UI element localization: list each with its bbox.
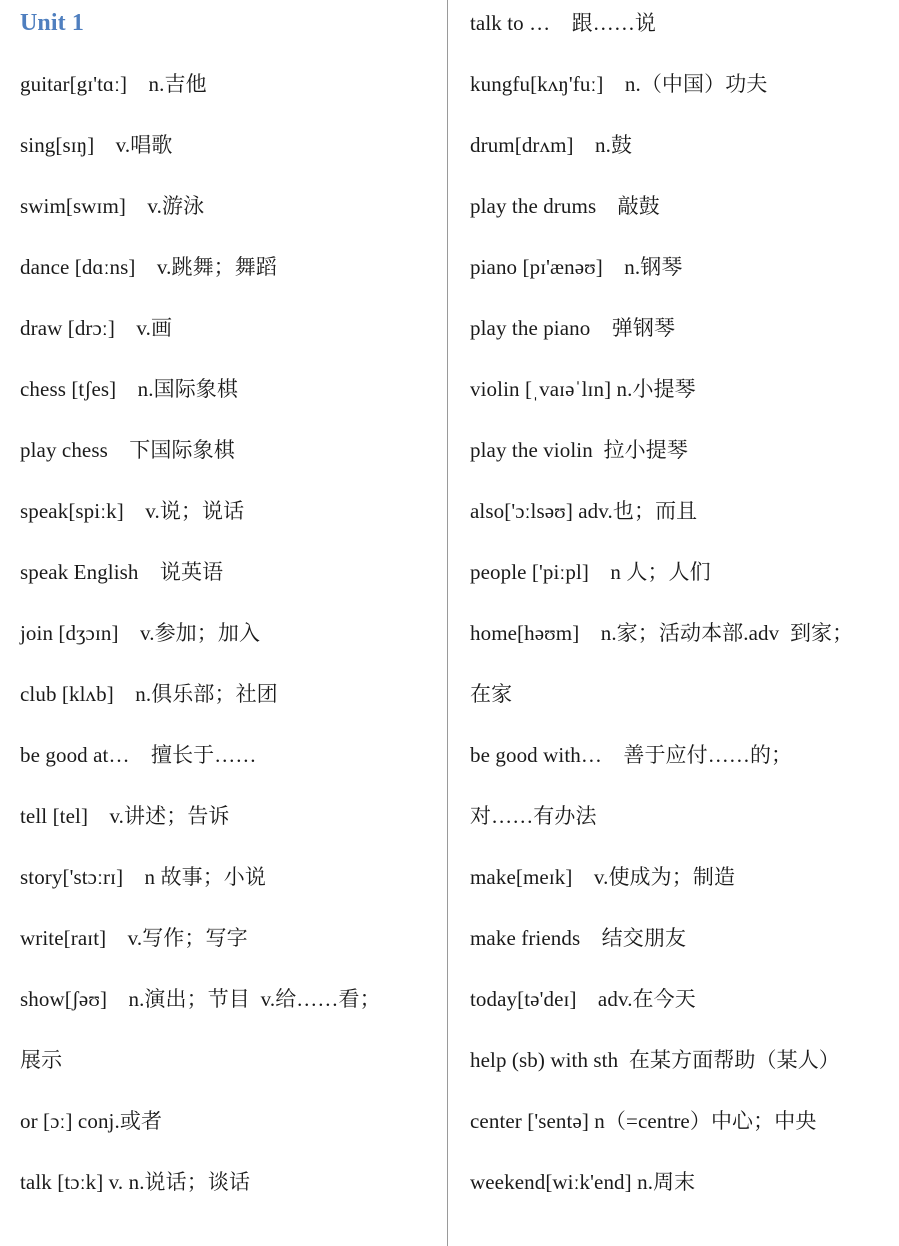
- vocab-entry: be good with… 善于应付……的；: [470, 743, 793, 767]
- vocab-entry: play the piano 弹钢琴: [470, 316, 676, 340]
- vocab-entry-continuation: 对……有办法: [470, 804, 597, 828]
- vocab-entry: piano [pɪ'ænəʊ] n.钢琴: [470, 255, 683, 279]
- vocab-entry: or [ɔː] conj.或者: [20, 1109, 163, 1133]
- vocab-entry: write[raɪt] v.写作；写字: [20, 926, 248, 950]
- vocab-entry: dance [dɑːns] v.跳舞；舞蹈: [20, 255, 277, 279]
- vocab-entry: home[həʊm] n.家；活动本部.adv 到家；: [470, 621, 854, 645]
- vocab-entry: talk to … 跟……说: [470, 11, 657, 35]
- vocab-entry: make[meɪk] v.使成为；制造: [470, 865, 736, 889]
- vocab-entry: draw [drɔː] v.画: [20, 316, 173, 340]
- vocab-entry: today[tə'deɪ] adv.在今天: [470, 987, 696, 1011]
- unit-title: Unit 1: [20, 10, 84, 36]
- vocab-entry: drum[drʌm] n.鼓: [470, 133, 633, 157]
- vocab-entry: speak English 说英语: [20, 560, 224, 584]
- column-divider: [447, 0, 448, 1246]
- vocab-entry: make friends 结交朋友: [470, 926, 687, 950]
- vocab-entry: help (sb) with sth 在某方面帮助（某人）: [470, 1048, 840, 1072]
- vocab-entry: story['stɔːrɪ] n 故事；小说: [20, 865, 267, 889]
- vocab-entry-continuation: 展示: [20, 1048, 63, 1072]
- vocab-entry: play the violin 拉小提琴: [470, 438, 688, 462]
- vocab-entry: tell [tel] v.讲述；告诉: [20, 804, 230, 828]
- vocab-entry: play the drums 敲鼓: [470, 194, 660, 218]
- vocab-entry: weekend[wiːk'end] n.周末: [470, 1170, 696, 1194]
- vocab-entry: guitar[gɪ'tɑː] n.吉他: [20, 72, 207, 96]
- vocab-entry: talk [tɔːk] v. n.说话；谈话: [20, 1170, 251, 1194]
- vocab-entry: join [dʒɔɪn] v.参加；加入: [20, 621, 261, 645]
- vocab-entry: speak[spiːk] v.说；说话: [20, 499, 245, 523]
- vocab-entry-continuation: 在家: [470, 682, 513, 706]
- vocab-entry: sing[sɪŋ] v.唱歌: [20, 133, 173, 157]
- vocab-entry: be good at… 擅长于……: [20, 743, 257, 767]
- vocab-entry: also['ɔːlsəʊ] adv.也；而且: [470, 499, 698, 523]
- vocab-entry: show[ʃəʊ] n.演出；节目 v.给……看；: [20, 987, 381, 1011]
- vocab-entry: violin [ˌvaɪəˈlɪn] n.小提琴: [470, 377, 696, 401]
- vocab-entry: kungfu[kʌŋ'fuː] n.（中国）功夫: [470, 72, 768, 96]
- vocab-entry: swim[swɪm] v.游泳: [20, 194, 205, 218]
- vocab-entry: play chess 下国际象棋: [20, 438, 235, 462]
- vocab-entry: club [klʌb] n.俱乐部；社团: [20, 682, 278, 706]
- vocab-entry: chess [tʃes] n.国际象棋: [20, 377, 238, 401]
- vocab-entry: center ['sentə] n（=centre）中心；中央: [470, 1109, 817, 1133]
- vocab-entry: people ['piːpl] n 人；人们: [470, 560, 711, 584]
